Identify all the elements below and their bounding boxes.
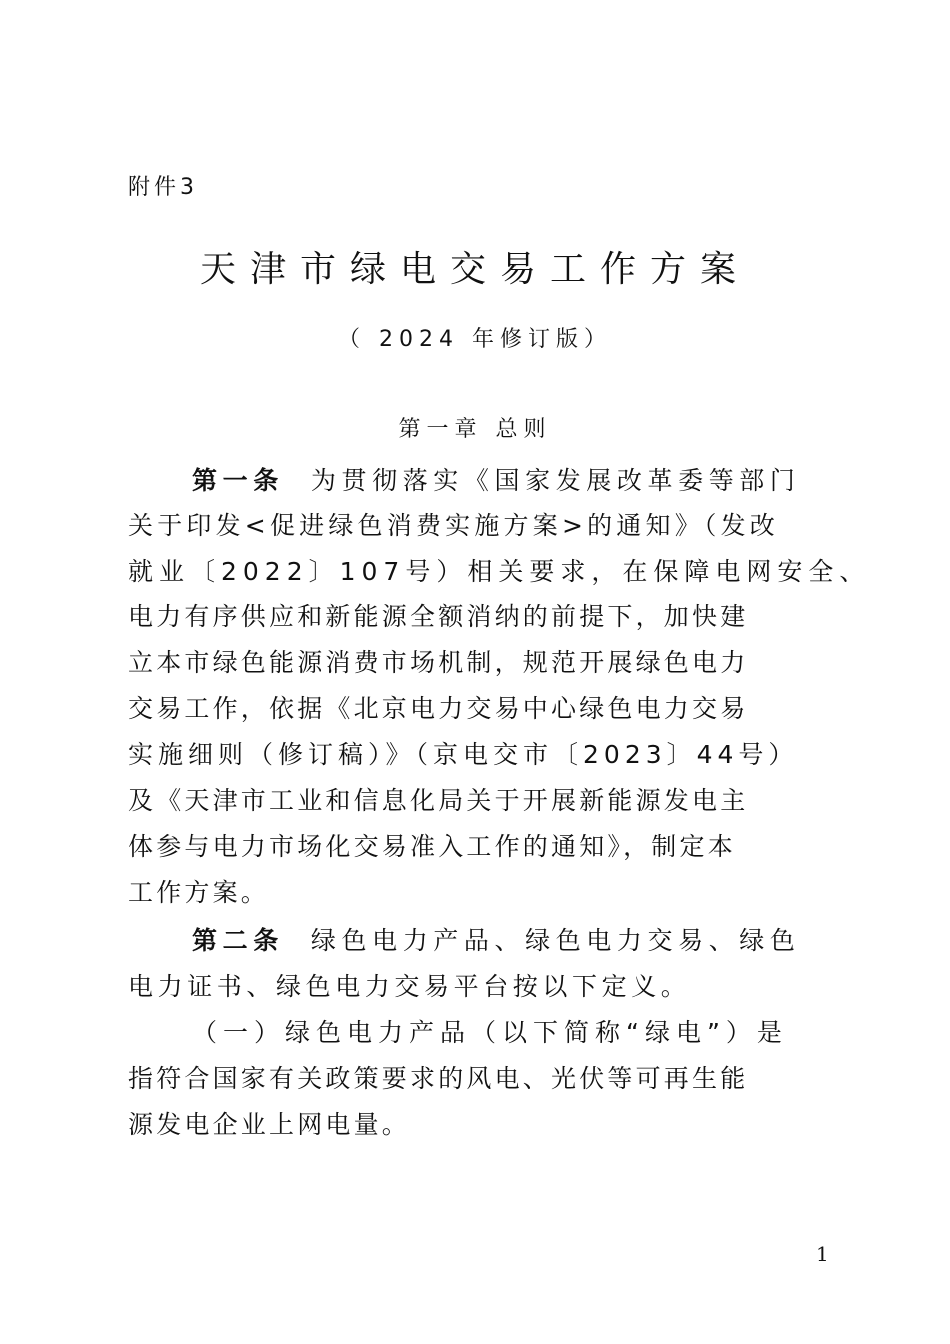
article-2-line xyxy=(192,918,828,964)
article-1-line: 体参与电力市场化交易准入工作的通知》，制定本 xyxy=(128,832,736,861)
article-1-line: 工作方案。 xyxy=(128,878,270,907)
document-subtitle: （ 2024 年修订版） xyxy=(338,327,612,352)
clause-1-line: （一）绿色电力产品（以下简称“绿电”）是 xyxy=(192,1018,788,1047)
article-1-line: 就业〔2022〕107号）相关要求，在保障电网安全、 xyxy=(128,557,871,586)
document-title: 天津市绿电交易工作方案 xyxy=(199,249,750,290)
article-1-line: 交易工作，依据《北京电力交易中心绿色电力交易 xyxy=(128,694,749,723)
chapter-heading: 第一章 总则 xyxy=(398,417,552,442)
article-1-line: 立本市绿色能源消费市场机制，规范开展绿色电力 xyxy=(128,648,749,677)
page-number: 1 xyxy=(816,1242,829,1266)
attachment-label: 附件3 xyxy=(128,175,198,200)
article-1-line: 关于印发<促进绿色消费实施方案>的通知》（发改 xyxy=(128,511,779,540)
article-1-line: 实施细则（修订稿）》（京电交市〔2023〕44号） xyxy=(128,740,799,769)
article-1-line xyxy=(192,458,828,504)
article-1-label: 第一条 xyxy=(192,466,284,495)
clause-1-line: 指符合国家有关政策要求的风电、光伏等可再生能 xyxy=(128,1064,749,1093)
article-1-line: 电力有序供应和新能源全额消纳的前提下，加快建 xyxy=(128,602,749,631)
article-1-line: 及《天津市工业和信息化局关于开展新能源发电主 xyxy=(128,786,749,815)
article-2-label: 第二条 xyxy=(192,926,284,955)
article-2-text: 绿色电力产品、绿色电力交易、绿色 xyxy=(310,926,801,955)
article-1-text: 为贯彻落实《国家发展改革委等部门 xyxy=(310,466,801,495)
article-2-line: 电力证书、绿色电力交易平台按以下定义。 xyxy=(128,972,691,1001)
clause-1-line: 源发电企业上网电量。 xyxy=(128,1110,411,1139)
